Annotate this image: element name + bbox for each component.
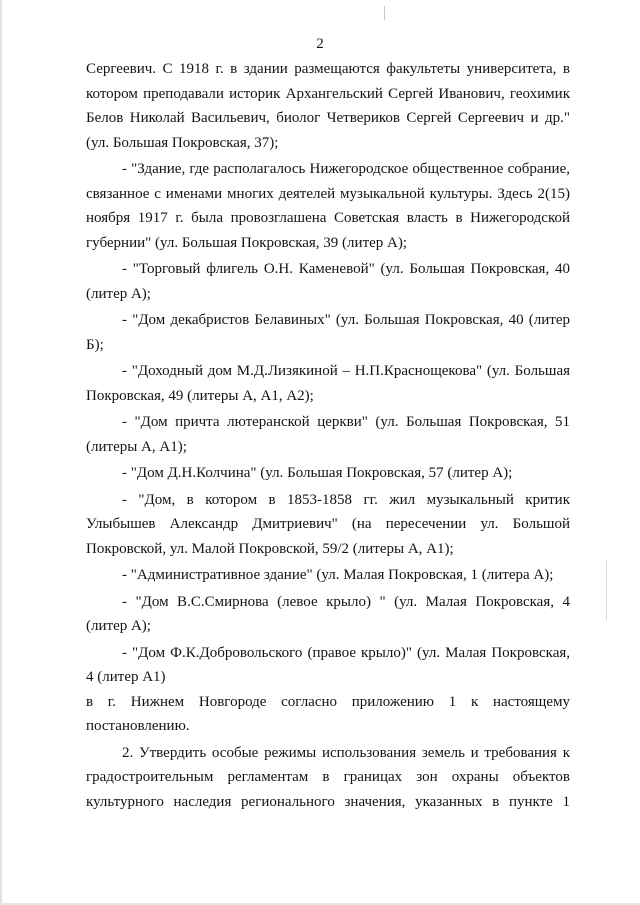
paragraph-smirnov-house bbox=[86, 590, 570, 639]
paragraph-lizyakina-house bbox=[86, 359, 570, 408]
text-line: - "Дом, в котором в 1853-1858 гг. жил музыкальный критик bbox=[122, 491, 570, 508]
text-line: - "Дом декабристов Белавиных" (ул. Большая Покровская, 40 (литер bbox=[122, 312, 570, 328]
text-line: постановлению. bbox=[86, 718, 190, 734]
text-line: 2. Утвердить особые режимы использования земель и требования к bbox=[122, 744, 570, 761]
text-line: (литер А); bbox=[86, 618, 151, 634]
paragraph-university-building bbox=[86, 57, 570, 155]
paragraph-kameneva-wing bbox=[86, 257, 570, 306]
document-body bbox=[86, 57, 570, 814]
text-line: - "Здание, где располагалось Нижегородское общественное собрание, bbox=[122, 161, 570, 177]
text-line: Сергеевич. С 1918 г. в здании размещаются факультеты университета, в bbox=[86, 61, 570, 77]
text-line: губернии" (ул. Большая Покровская, 39 (литер А); bbox=[86, 234, 408, 251]
text-line: связанное с именами многих деятелей музыкальной культуры. Здесь 2(15) bbox=[86, 185, 570, 202]
text-line: Б); bbox=[86, 336, 104, 353]
text-line: в г. Нижнем Новгороде согласно приложению 1 к настоящему bbox=[86, 693, 570, 710]
paragraph-dobrovolsky-house bbox=[86, 641, 570, 690]
text-line: (литер А); bbox=[86, 285, 151, 302]
text-line: (литеры А, А1); bbox=[86, 438, 187, 455]
text-line: Улыбышев Александр Дмитриевич" (на пересечении ул. Большой bbox=[86, 516, 570, 532]
text-line: - "Торговый флигель О.Н. Каменевой" (ул. Большая Покровская, 40 bbox=[122, 261, 570, 277]
scan-left-edge bbox=[0, 0, 2, 905]
text-line: котором преподавали историк Архангельский Сергей Иванович, геохимик bbox=[86, 85, 570, 102]
text-line: - "Доходный дом М.Д.Лизякиной – Н.П.Краснощекова" (ул. Большая bbox=[122, 363, 570, 379]
text-line: Белов Николай Васильевич, биолог Четвериков Сергей Сергеевич и др." bbox=[86, 110, 570, 126]
scan-artifact-mark bbox=[606, 560, 607, 620]
paragraph-public-assembly-building bbox=[86, 157, 570, 255]
text-line: Покровская, 49 (литеры А, А1, А2); bbox=[86, 387, 314, 404]
paragraph-kolchin-house bbox=[86, 461, 570, 486]
scan-artifact-mark bbox=[384, 6, 385, 20]
text-line: 4 (литер А1) bbox=[86, 669, 166, 685]
text-line: культурного наследия регионального значения, указанных в пункте 1 bbox=[86, 793, 570, 810]
paragraph-item-2 bbox=[86, 741, 570, 815]
text-line: (ул. Большая Покровская, 37); bbox=[86, 134, 279, 151]
text-line: Покровской, ул. Малой Покровской, 59/2 (литеры А, А1); bbox=[86, 540, 454, 557]
text-line: градостроительным регламентам в границах зон охраны объектов bbox=[86, 769, 570, 785]
paragraph-administrative-building bbox=[86, 563, 570, 588]
page-number: 2 bbox=[316, 36, 324, 52]
text-line: - "Административное здание" (ул. Малая Покровская, 1 (литера А); bbox=[122, 567, 554, 583]
paragraph-ulybyshev-house bbox=[86, 488, 570, 562]
paragraph-belavin-house bbox=[86, 308, 570, 357]
text-line: - "Дом В.С.Смирнова (левое крыло) " (ул. Малая Покровская, 4 bbox=[122, 593, 570, 610]
text-line: ноября 1917 г. была провозглашена Советская власть в Нижегородской bbox=[86, 210, 570, 226]
paragraph-location-clause bbox=[86, 690, 570, 739]
text-line: - "Дом Ф.К.Добровольского (правое крыло)" (ул. Малая Покровская, bbox=[122, 644, 570, 661]
paragraph-lutheran-clergy-house bbox=[86, 410, 570, 459]
text-line: - "Дом Д.Н.Колчина" (ул. Большая Покровская, 57 (литер А); bbox=[122, 465, 513, 481]
text-line: - "Дом причта лютеранской церкви" (ул. Большая Покровская, 51 bbox=[122, 414, 570, 430]
